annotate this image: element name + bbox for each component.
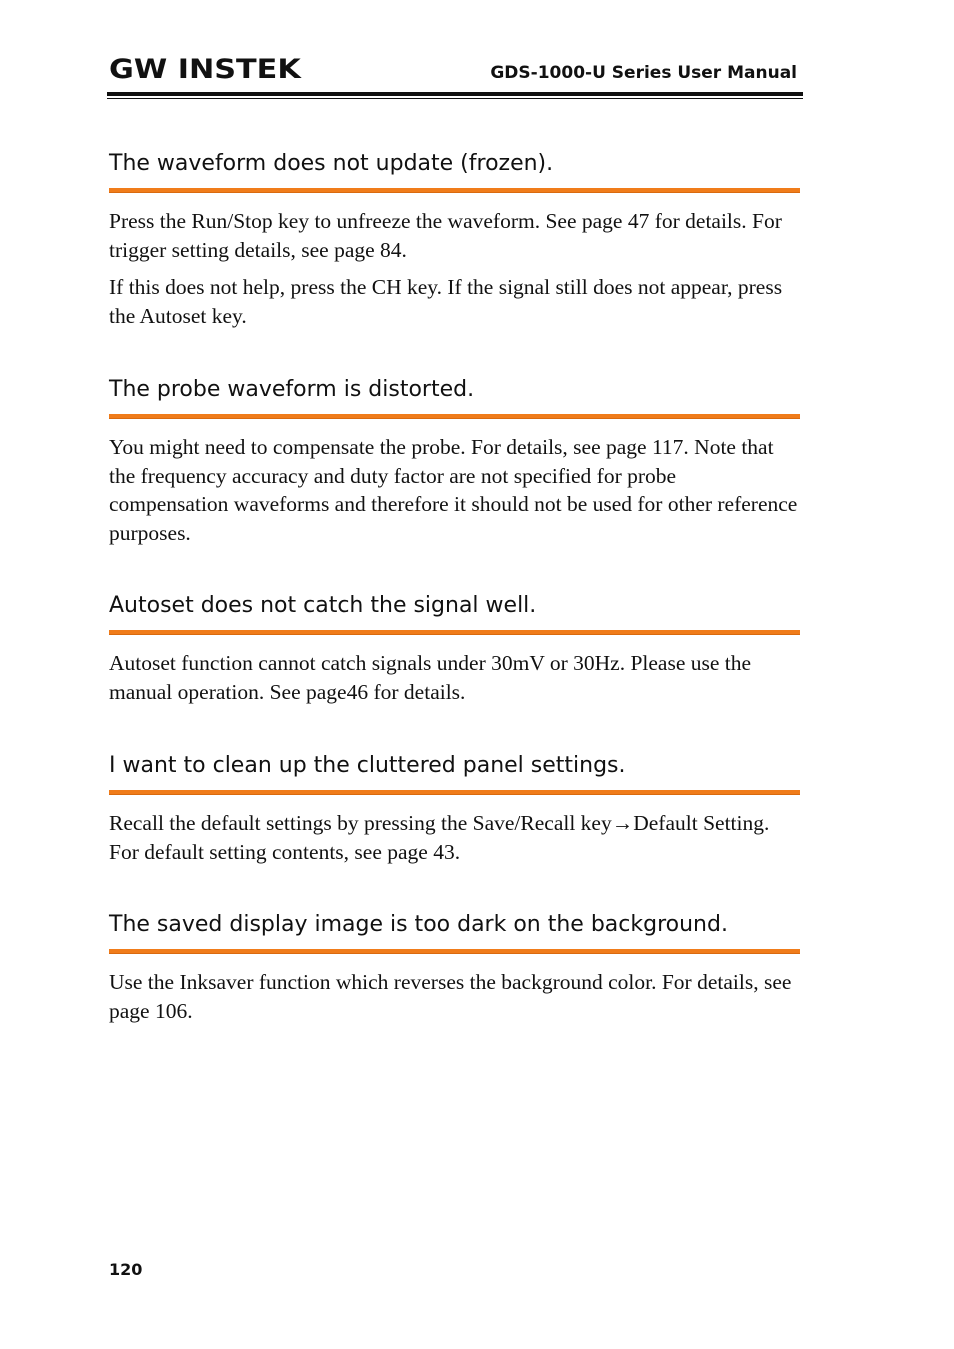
section-paragraph: Recall the default settings by pressing the Save/Recall key→Default Setting. For default setting contents, see page 43. [109, 811, 770, 864]
section-heading: The saved display image is too dark on the background. [109, 912, 728, 937]
section-paragraph: Use the Inksaver function which reverses the background color. For details, see page 106. [109, 970, 792, 1023]
section-heading: The probe waveform is distorted. [109, 377, 475, 402]
section-heading: I want to clean up the cluttered panel settings. [109, 753, 626, 778]
header-rule-thick [107, 92, 803, 96]
section-heading: The waveform does not update (frozen). [109, 151, 554, 176]
section-paragraph: Press the Run/Stop key to unfreeze the waveform. See page 47 for details. For trigger setting details, see page 84. [109, 209, 782, 262]
section-divider [109, 790, 800, 795]
section-divider [109, 949, 800, 954]
section-divider [109, 630, 800, 635]
section-divider [109, 188, 800, 193]
section-distorted-probe [109, 375, 800, 547]
section-heading: Autoset does not catch the signal well. [109, 593, 537, 618]
page-number: 120 [109, 1260, 143, 1279]
section-dark-image [109, 910, 800, 1025]
section-paragraph: If this does not help, press the CH key. If the signal still does not appear, press the Autoset key. [109, 275, 783, 328]
section-panel-settings [109, 751, 800, 866]
section-paragraph: You might need to compensate the probe. For details, see page 117. Note that the frequency accuracy and duty factor are not specified for probe compensation waveforms and therefore it should not be used for other reference purposes. [109, 435, 798, 545]
brand-logo: GW INSTEK [109, 54, 301, 85]
page-header [107, 52, 803, 102]
section-frozen-waveform [109, 149, 800, 330]
document-title: GDS-1000-U Series User Manual [490, 63, 797, 83]
header-rule-thin [107, 98, 803, 99]
section-autoset [109, 591, 800, 706]
section-paragraph: Autoset function cannot catch signals under 30mV or 30Hz. Please use the manual operation. See page46 for details. [109, 651, 752, 704]
section-divider [109, 414, 800, 419]
